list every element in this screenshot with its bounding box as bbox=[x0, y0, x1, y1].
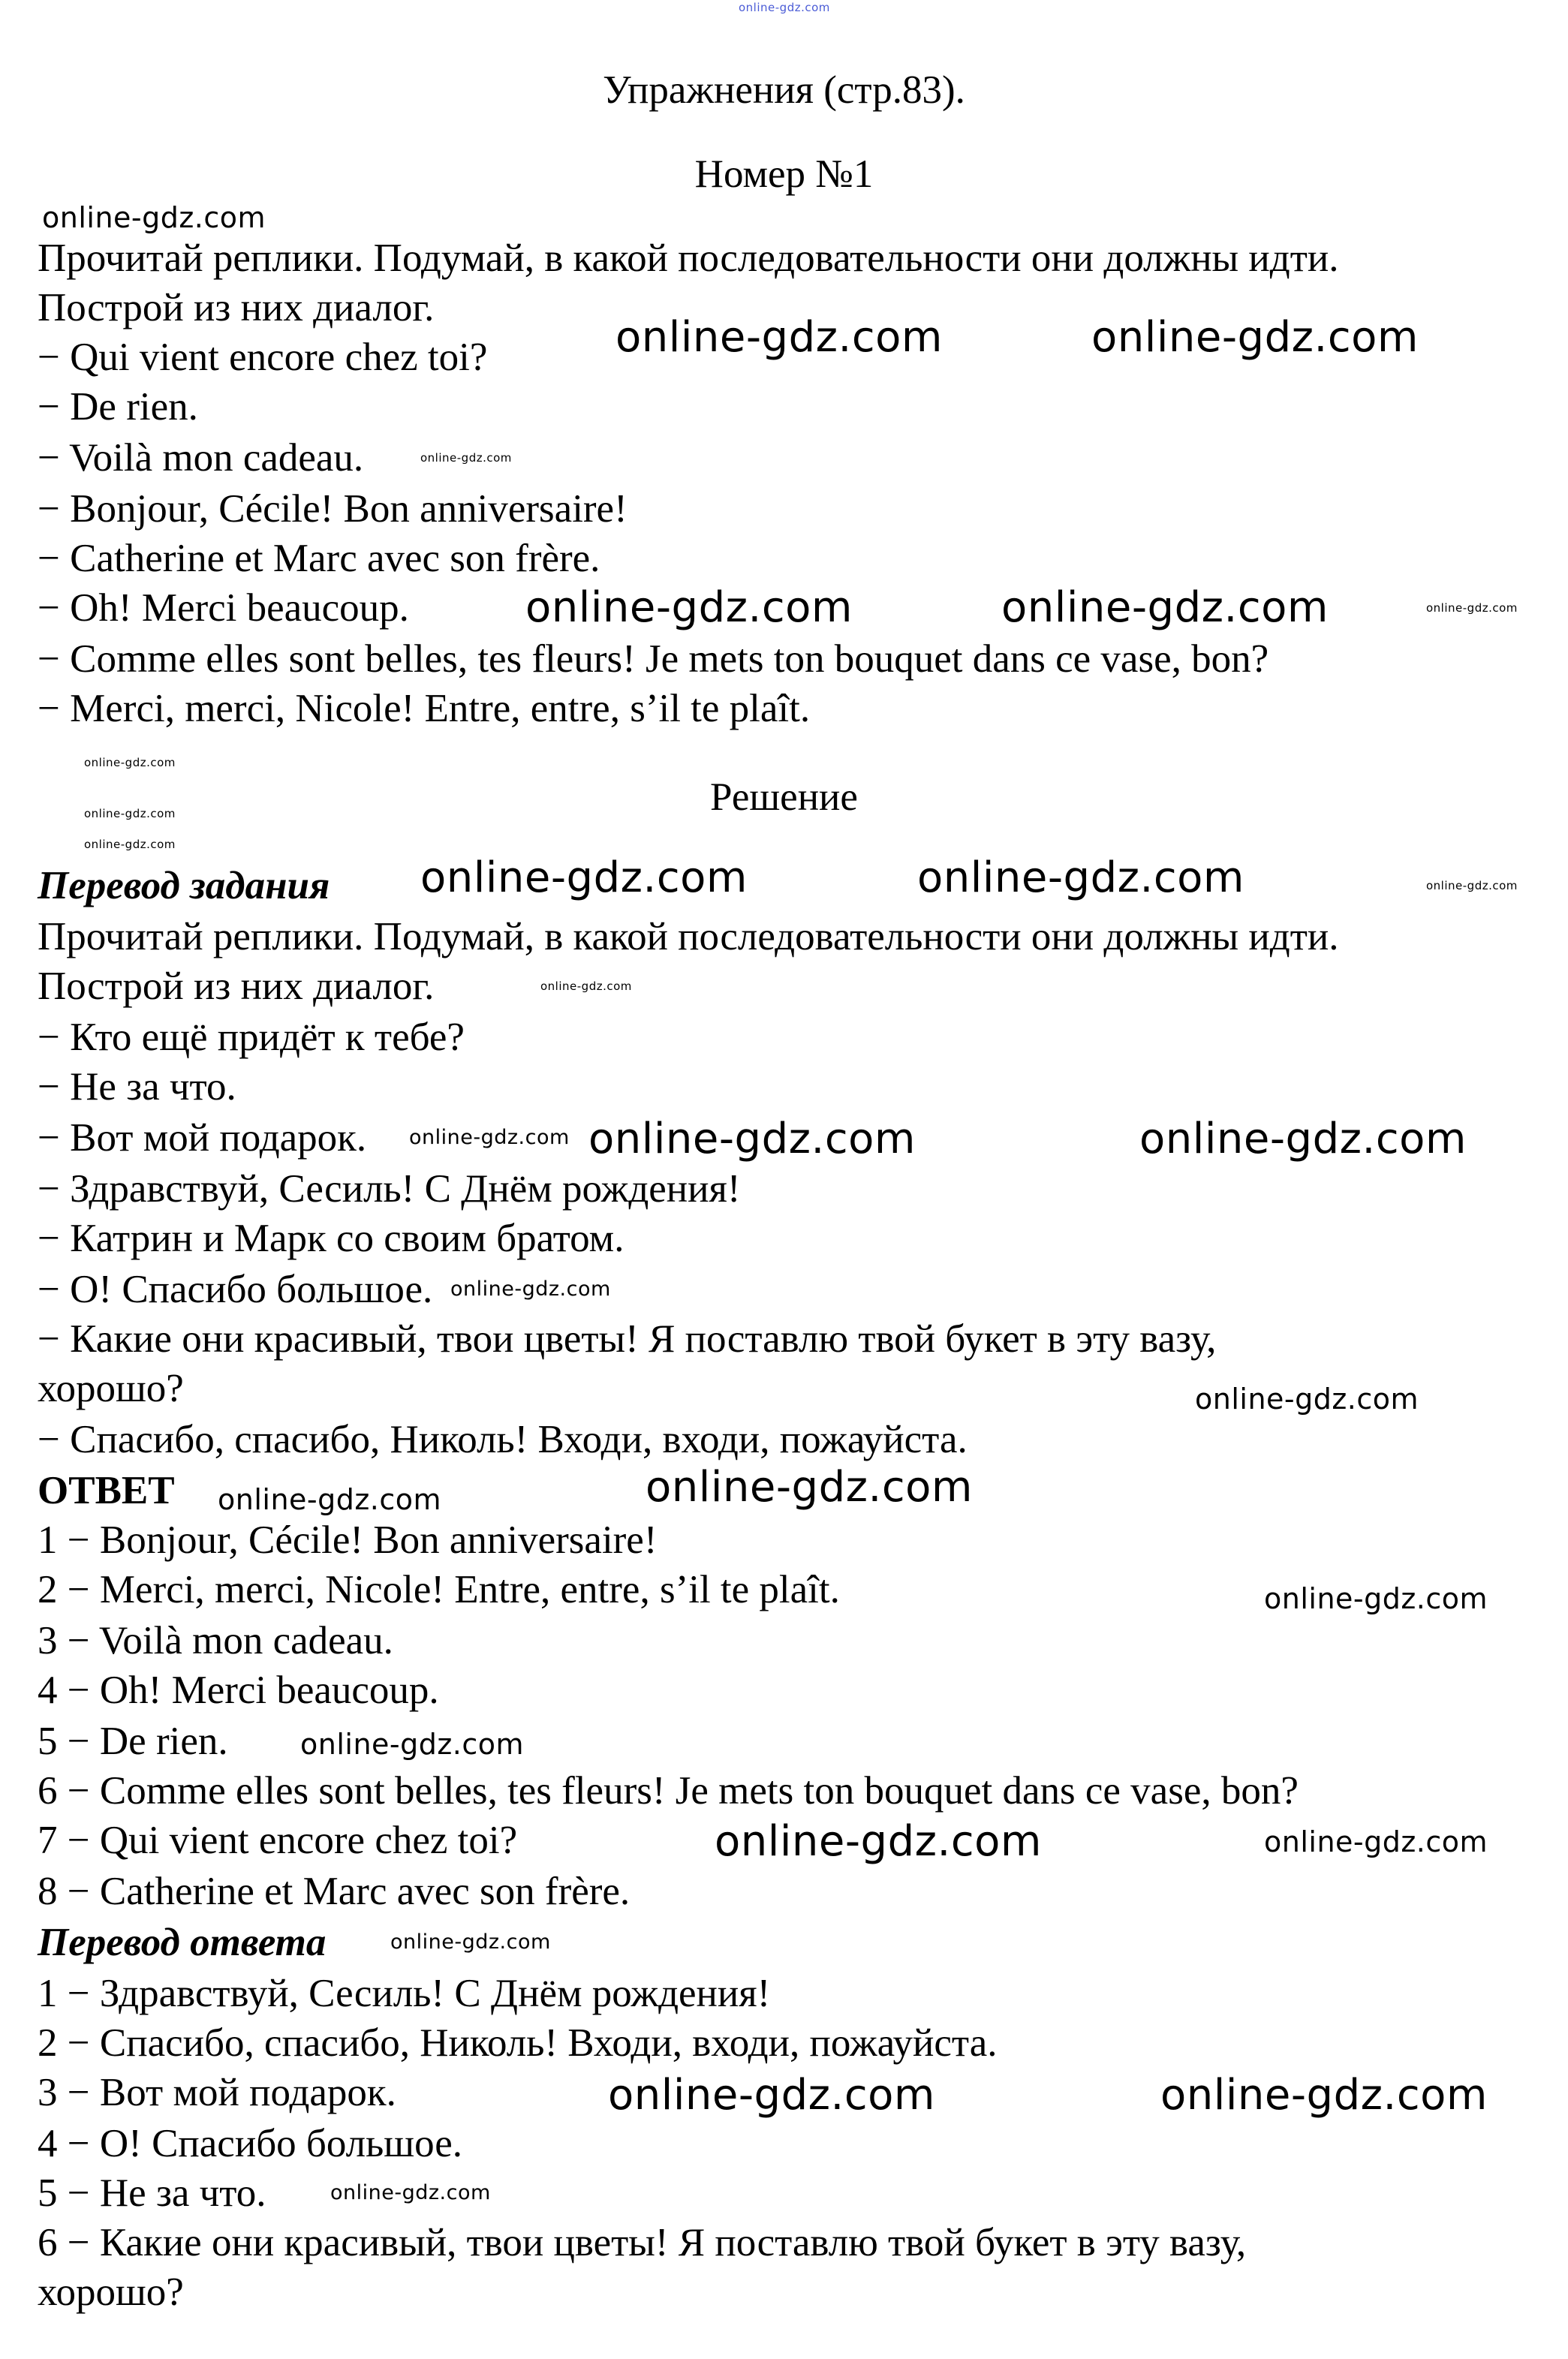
task-line: − Bonjour, Cécile! Bon anniversaire! bbox=[38, 487, 628, 531]
answer-translation-line: 3 − Вот мой подарок. bbox=[38, 2071, 396, 2114]
watermark: online-gdz.com bbox=[42, 201, 266, 234]
task-translation-line: − Спасибо, спасибо, Николь! Входи, входи, пожауйста. bbox=[38, 1418, 968, 1461]
watermark: online-gdz.com bbox=[1160, 2071, 1488, 2120]
watermark: online-gdz.com bbox=[300, 1728, 525, 1761]
watermark: online-gdz.com bbox=[390, 1930, 551, 1954]
answer-line: 5 − De rien. bbox=[38, 1720, 228, 1763]
watermark: online-gdz.com bbox=[84, 807, 176, 820]
answer-translation-line: хорошо? bbox=[38, 2270, 184, 2314]
watermark: online-gdz.com bbox=[917, 853, 1244, 902]
watermark: online-gdz.com bbox=[525, 583, 853, 632]
watermark: online-gdz.com bbox=[540, 979, 632, 993]
watermark: online-gdz.com bbox=[1264, 1582, 1488, 1615]
page-title: Упражнения (стр.83). bbox=[603, 68, 965, 112]
answer-line: 4 − Oh! Merci beaucoup. bbox=[38, 1668, 439, 1712]
task-translation-line: − Кто ещё придёт к тебе? bbox=[38, 1016, 465, 1059]
watermark: online-gdz.com bbox=[330, 2181, 491, 2204]
task-translation-line: − Вот мой подарок. bbox=[38, 1116, 367, 1160]
watermark: online-gdz.com bbox=[1091, 313, 1419, 362]
answer-line: 8 − Catherine et Marc avec son frère. bbox=[38, 1870, 631, 1913]
watermark: online-gdz.com bbox=[420, 853, 748, 902]
task-translation-line: Прочитай реплики. Подумай, в какой последовательности они должны идти. bbox=[38, 915, 1339, 958]
watermark: online-gdz.com bbox=[588, 1115, 916, 1163]
task-translation-line: − Не за что. bbox=[38, 1065, 236, 1109]
watermark: online-gdz.com bbox=[1426, 601, 1518, 615]
task-line: − Voilà mon cadeau. bbox=[38, 436, 364, 480]
answer-translation-heading: Перевод ответа bbox=[38, 1921, 327, 1964]
watermark: online-gdz.com bbox=[1264, 1825, 1488, 1858]
exercise-number: Номер №1 bbox=[694, 152, 874, 196]
answer-line: 3 − Voilà mon cadeau. bbox=[38, 1619, 393, 1662]
task-translation-line: − О! Спасибо большое. bbox=[38, 1268, 433, 1311]
watermark: online-gdz.com bbox=[646, 1463, 973, 1512]
watermark: online-gdz.com bbox=[615, 313, 943, 362]
task-line: − Qui vient encore chez toi? bbox=[38, 335, 488, 379]
watermark: online-gdz.com bbox=[1001, 583, 1329, 632]
task-line: − De rien. bbox=[38, 385, 198, 429]
task-line: − Comme elles sont belles, tes fleurs! Je mets ton bouquet dans ce vase, bon? bbox=[38, 637, 1269, 681]
task-translation-heading: Перевод задания bbox=[38, 864, 330, 907]
answer-line: 1 − Bonjour, Cécile! Bon anniversaire! bbox=[38, 1518, 658, 1562]
task-translation-line: − Какие они красивый, твои цветы! Я поставлю твой букет в эту вазу, bbox=[38, 1317, 1217, 1361]
watermark: online-gdz.com bbox=[739, 1, 830, 14]
watermark: online-gdz.com bbox=[608, 2071, 935, 2120]
answer-line: 2 − Merci, merci, Nicole! Entre, entre, s’il te plaît. bbox=[38, 1568, 840, 1611]
task-line: Построй из них диалог. bbox=[38, 286, 435, 329]
watermark: online-gdz.com bbox=[218, 1483, 442, 1516]
task-line: Прочитай реплики. Подумай, в какой последовательности они должны идти. bbox=[38, 236, 1339, 280]
watermark: online-gdz.com bbox=[715, 1817, 1042, 1866]
answer-translation-line: 4 − О! Спасибо большое. bbox=[38, 2122, 463, 2165]
answer-heading: ОТВЕТ bbox=[38, 1469, 175, 1512]
answer-translation-line: 6 − Какие они красивый, твои цветы! Я поставлю твой букет в эту вазу, bbox=[38, 2221, 1247, 2264]
watermark: online-gdz.com bbox=[420, 451, 512, 465]
answer-translation-line: 5 − Не за что. bbox=[38, 2171, 266, 2215]
watermark: online-gdz.com bbox=[1139, 1115, 1467, 1163]
answer-translation-line: 1 − Здравствуй, Сесиль! С Днём рождения! bbox=[38, 1972, 771, 2015]
task-line: − Oh! Merci beaucoup. bbox=[38, 586, 409, 630]
task-line: − Merci, merci, Nicole! Entre, entre, s’il te plaît. bbox=[38, 687, 811, 730]
watermark: online-gdz.com bbox=[409, 1126, 570, 1149]
solution-heading: Решение bbox=[710, 775, 858, 819]
task-translation-line: − Здравствуй, Сесиль! С Днём рождения! bbox=[38, 1167, 741, 1211]
watermark: online-gdz.com bbox=[450, 1277, 611, 1301]
answer-translation-line: 2 − Спасибо, спасибо, Николь! Входи, входи, пожауйста. bbox=[38, 2021, 998, 2065]
task-translation-line: хорошо? bbox=[38, 1367, 184, 1410]
watermark: online-gdz.com bbox=[1195, 1383, 1419, 1416]
watermark: online-gdz.com bbox=[1426, 879, 1518, 892]
answer-line: 7 − Qui vient encore chez toi? bbox=[38, 1819, 518, 1862]
task-translation-line: Построй из них диалог. bbox=[38, 964, 435, 1008]
watermark: online-gdz.com bbox=[84, 838, 176, 851]
task-translation-line: − Катрин и Марк со своим братом. bbox=[38, 1217, 624, 1260]
watermark: online-gdz.com bbox=[84, 756, 176, 769]
task-line: − Catherine et Marc avec son frère. bbox=[38, 537, 600, 580]
answer-line: 6 − Comme elles sont belles, tes fleurs! Je mets ton bouquet dans ce vase, bon? bbox=[38, 1769, 1299, 1813]
